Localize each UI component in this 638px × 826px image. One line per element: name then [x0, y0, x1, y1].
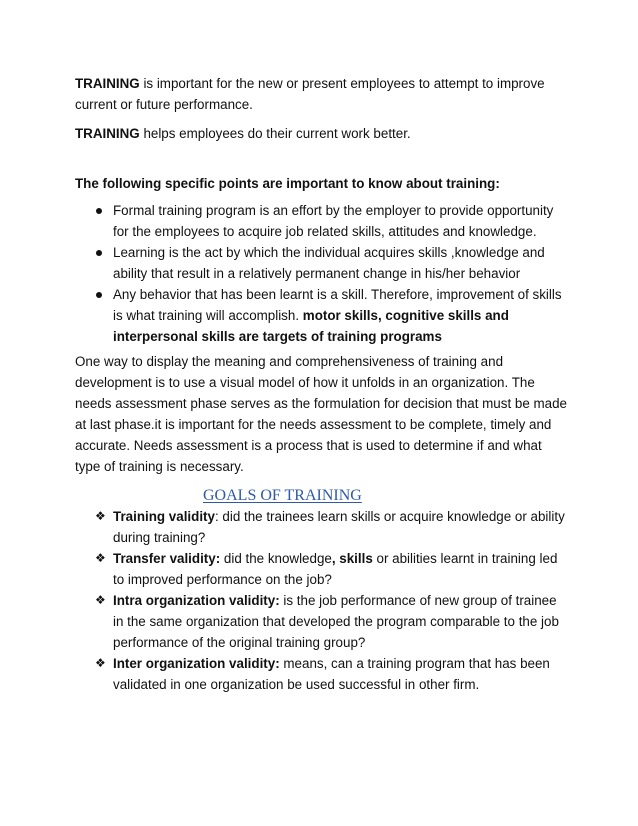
intro-text-2: helps employees do their current work better. [139, 126, 411, 141]
list-item [75, 200, 570, 242]
goal-text: means, can a training program that has been validated in one organization be used successful in other firm. [113, 656, 550, 692]
goal-term: Transfer validity: [113, 551, 221, 566]
goal-text: did the knowledge [220, 551, 332, 566]
intro-paragraph-2 [75, 123, 570, 144]
goal-term: Inter organization validity: [113, 656, 280, 671]
bullet-icon [96, 208, 102, 214]
goal-term: Training validity [113, 509, 215, 524]
goal-text-2: or abilities learnt in training led to improved performance on the job? [113, 551, 558, 587]
goal-text: is the job performance of new group of trainee in the same organization that developed the program comparable to the job performance of the original training group? [113, 593, 559, 650]
list-item-bold-text: motor skills, cognitive skills and interpersonal skills are targets of training programs [113, 308, 509, 344]
list-item-text: Formal training program is an effort by the employer to provide opportunity for the employees to acquire job related skills, attitudes and knowledge. [113, 203, 554, 239]
diamond-bullet-icon: ❖ [95, 656, 106, 670]
document-content [75, 73, 570, 699]
intro-paragraph-1 [75, 73, 570, 115]
training-term: TRAINING [75, 126, 140, 141]
list-item [75, 653, 570, 695]
list-item-text: Learning is the act by which the individual acquires skills ,knowledge and ability that result in a relatively permanent change in his/her behavior [113, 245, 545, 281]
bullet-icon [96, 250, 102, 256]
goal-term-2: , skills [331, 551, 373, 566]
goals-title: GOALS OF TRAINING [203, 487, 362, 504]
training-term: TRAINING [75, 76, 140, 91]
points-list [75, 200, 570, 347]
goals-list [75, 506, 570, 695]
intro-text-1: is important for the new or present employees to attempt to improve current or future performance. [75, 76, 545, 112]
diamond-bullet-icon: ❖ [95, 509, 106, 523]
list-item [75, 284, 570, 347]
list-item [75, 590, 570, 653]
list-item-text: Any behavior that has been learnt is a skill. Therefore, improvement of skills is what training will accomplish. [113, 287, 562, 323]
goal-text: : did the trainees learn skills or acquire knowledge or ability during training? [113, 509, 565, 545]
points-heading: The following specific points are important to know about training: [75, 176, 500, 191]
list-item [75, 506, 570, 548]
list-item [75, 242, 570, 284]
list-item [75, 548, 570, 590]
diamond-bullet-icon: ❖ [95, 551, 106, 565]
bullet-icon [96, 292, 102, 298]
body-paragraph: One way to display the meaning and comprehensiveness of training and development is to use a visual model of how it unfolds in an organization. The needs assessment phase serves as the formulation for decision that must be made at last phase.it is important for the needs assessment to be complete, timely and accurate. Needs assessment is a process that is used to determine if and what type of training is necessary. [75, 354, 567, 474]
goal-term: Intra organization validity: [113, 593, 280, 608]
diamond-bullet-icon: ❖ [95, 593, 106, 607]
